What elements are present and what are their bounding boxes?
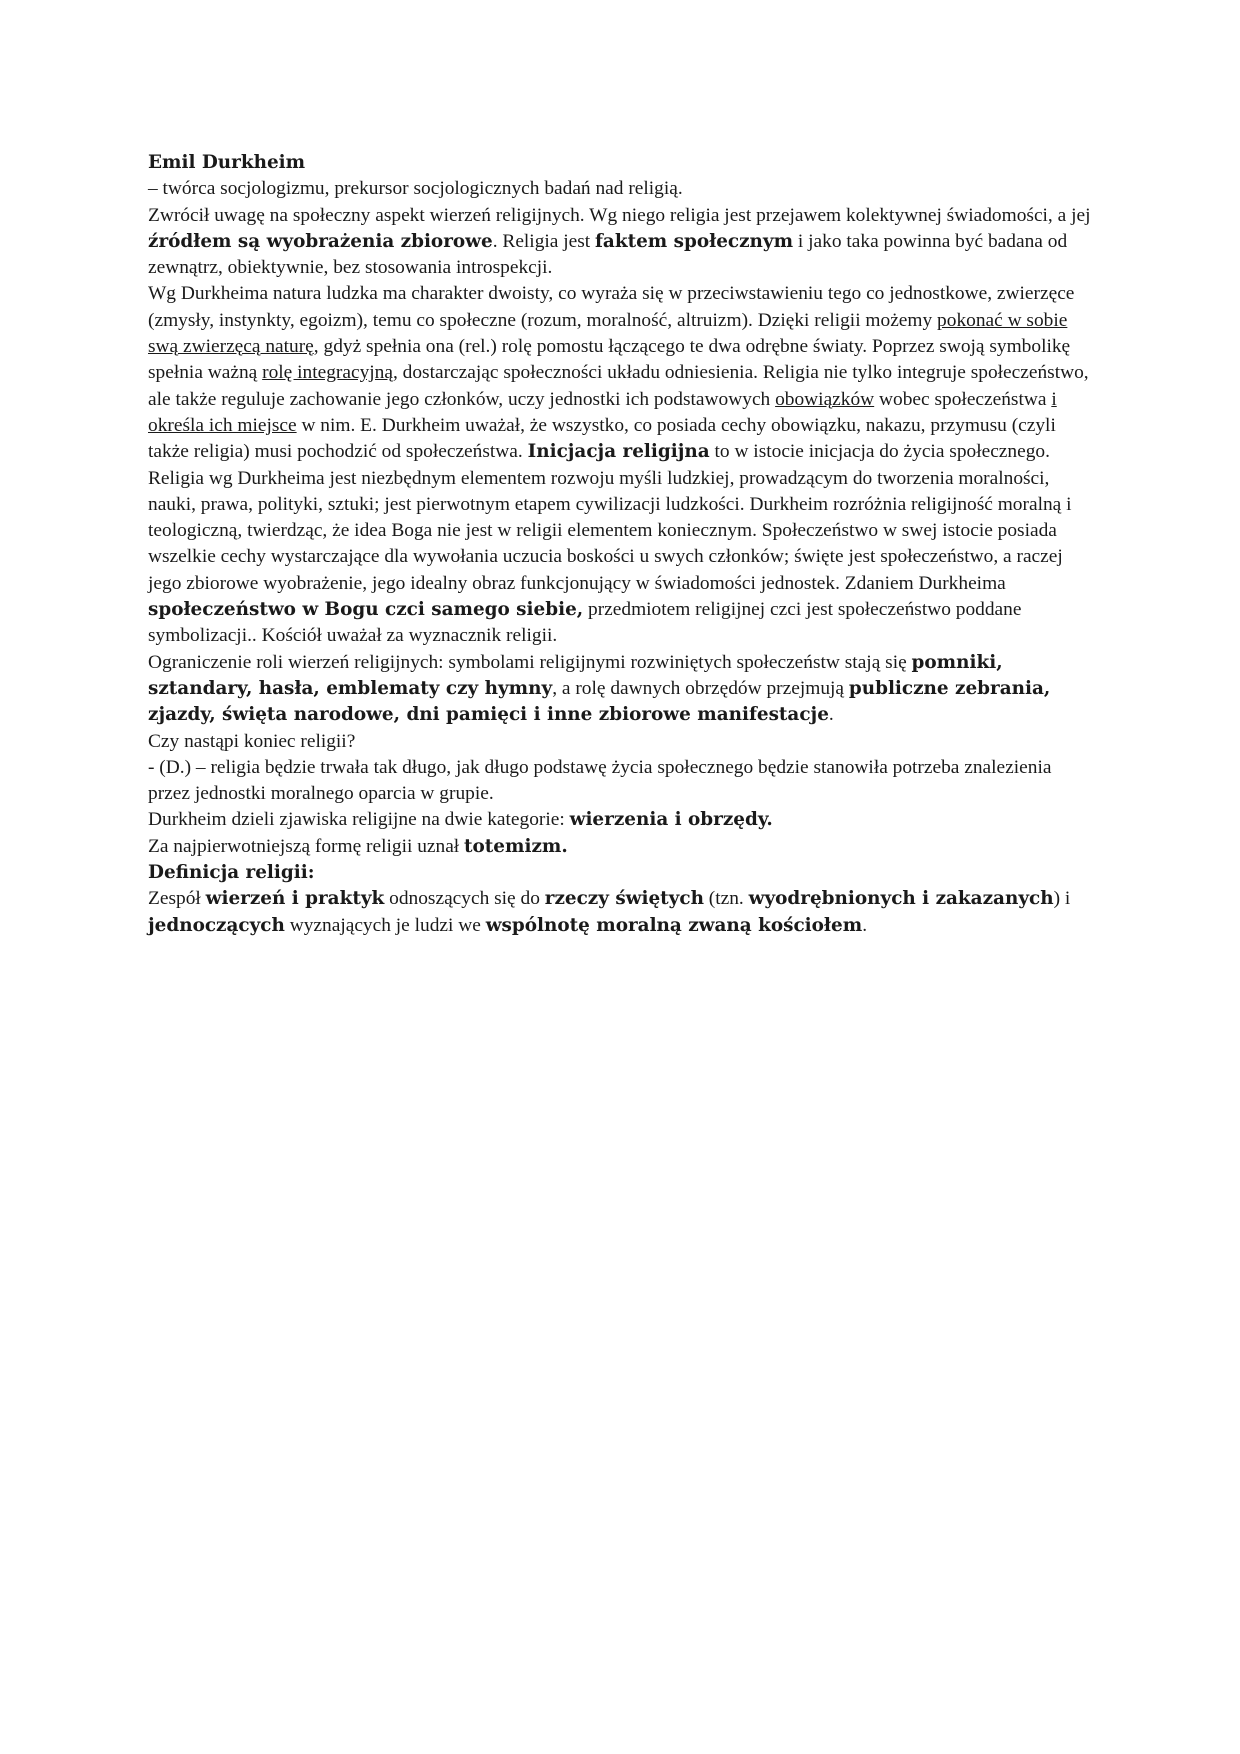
paragraph-intro: – twórca socjologizmu, prekursor socjologicznych badań nad religią. bbox=[148, 178, 683, 200]
text-run: odnoszących się do bbox=[384, 888, 545, 910]
text-run: , gdyż spełnia ona (rel.) rolę pomostu łączącego te dwa odrębne światy. Poprzez swoją symbolikę spełnia ważną bbox=[148, 336, 1071, 384]
bold-phrase: wierzeń i praktyk bbox=[205, 888, 385, 910]
bold-phrase: wierzenia i obrzędy. bbox=[569, 809, 773, 831]
text-run: . Religia jest bbox=[492, 230, 596, 252]
paragraph-religion-role bbox=[148, 466, 1098, 650]
bold-phrase: Inicjacja religijna bbox=[527, 441, 710, 463]
paragraph-human-nature bbox=[148, 281, 1098, 465]
text-run: przedmiotem religijnej czci jest społeczeństwo poddane symbolizacji.. Kościół uważał za wyznacznik religii. bbox=[148, 599, 1022, 647]
text-run: (tzn. bbox=[703, 888, 749, 910]
underlined-phrase: i określa ich miejsce bbox=[148, 388, 1057, 436]
bold-phrase: społeczeństwo w Bogu czci samego siebie, bbox=[148, 599, 584, 621]
paragraph-limits bbox=[148, 650, 1098, 729]
bold-phrase: wyodrębnionych i zakazanych bbox=[748, 888, 1054, 910]
definition-heading: Definicja religii: bbox=[148, 862, 315, 884]
underlined-phrase: obowiązków bbox=[775, 388, 875, 410]
bold-phrase: wspólnotę moralną zwaną kościołem bbox=[485, 914, 863, 936]
text-run: . bbox=[862, 914, 868, 936]
text-run: Religia wg Durkheima jest niezbędnym elementem rozwoju myśli ludzkiej, prowadzącym do tworzenia moralności, nauki, prawa, polityki, sztuki; jest pierwotnym etapem cywilizacji ludzkości. Durkheim rozróżnia religijność moralną i teologiczną, twierdząc, że idea Boga nie jest w religii elementem koniecznym. Społeczeństwo w swej istocie posiada wszelkie cechy wystarczające dla wywołania uczucia boskości u swych członków; święte jest społeczeństwo, a raczej jego zbiorowe wyobrażenie, jego idealny obraz funkcjonujący w świadomości jednostek. Zdaniem Durkheima bbox=[148, 467, 1072, 594]
bold-phrase: rzeczy świętych bbox=[544, 888, 704, 910]
text-run: i jako taka powinna być badana od zewnątrz, obiektywnie, bez stosowania introspekcji. bbox=[148, 230, 1068, 279]
text-run: , a rolę dawnych obrzędów przejmują bbox=[552, 677, 849, 699]
text-run: Durkheim dzieli zjawiska religijne na dwie kategorie: bbox=[148, 809, 570, 831]
bold-phrase: pomniki, sztandary, hasła, emblematy czy hymny bbox=[148, 651, 1003, 699]
text-run: wyznających je ludzi we bbox=[284, 914, 486, 936]
bold-phrase: źródłem są wyobrażenia zbiorowe bbox=[148, 230, 493, 252]
text-run: to w istocie inicjacja do życia społecznego. bbox=[709, 441, 1050, 463]
bold-phrase: jednoczących bbox=[148, 914, 285, 936]
text-run: . bbox=[828, 704, 834, 726]
paragraph-totemism bbox=[148, 834, 1098, 860]
bold-phrase: faktem społecznym bbox=[595, 230, 794, 252]
text-run: wobec społeczeństwa bbox=[874, 388, 1052, 410]
paragraph-answer: - (D.) – religia będzie trwała tak długo, jak długo podstawę życia społecznego będzie stanowiła potrzeba znalezienia przez jednostki moralnego oparcia w grupie. bbox=[148, 756, 1052, 805]
text-run: Zwrócił uwagę na społeczny aspekt wierzeń religijnych. Wg niego religia jest przejawem kolektywnej świadomości, a jej bbox=[148, 204, 1091, 226]
text-run: Za najpierwotniejszą formę religii uznał bbox=[148, 835, 465, 857]
paragraph-social-aspect bbox=[148, 203, 1098, 282]
underlined-phrase: rolę integracyjną bbox=[262, 362, 393, 384]
document-title: Emil Durkheim bbox=[148, 152, 306, 173]
paragraph-question: Czy nastąpi koniec religii? bbox=[148, 730, 356, 752]
text-run: Ograniczenie roli wierzeń religijnych: symbolami religijnymi rozwiniętych społeczeństw stają się bbox=[148, 651, 912, 673]
text-run: Wg Durkheima natura ludzka ma charakter dwoisty, co wyraża się w przeciwstawieniu tego co jednostkowe, zwierzęce (zmysły, instynkty, egoizm), temu co społeczne (rozum, moralność, altruizm). Dzięki religii możemy bbox=[148, 283, 1075, 331]
bold-phrase: publiczne zebrania, zjazdy, święta narodowe, dni pamięci i inne zbiorowe manifestacje bbox=[148, 677, 1051, 726]
paragraph-definition bbox=[148, 886, 1098, 939]
text-run: w nim. E. Durkheim uważał, że wszystko, co posiada cechy obowiązku, nakazu, przymusu (czyli także religia) musi pochodzić od społeczeństwa. bbox=[148, 414, 1056, 463]
text-run: Zespół bbox=[148, 888, 206, 910]
text-run: , dostarczając społeczności układu odniesienia. Religia nie tylko integruje społeczeństwo, ale także reguluje zachowanie jego członków, uczy jednostki ich podstawowych bbox=[148, 362, 1089, 410]
paragraph-categories bbox=[148, 807, 1098, 833]
bold-phrase: totemizm. bbox=[464, 835, 568, 857]
underlined-phrase: pokonać w sobie swą zwierzęcą naturę bbox=[148, 309, 1068, 358]
document-body bbox=[148, 150, 1098, 939]
text-run: ) i bbox=[1053, 888, 1071, 910]
